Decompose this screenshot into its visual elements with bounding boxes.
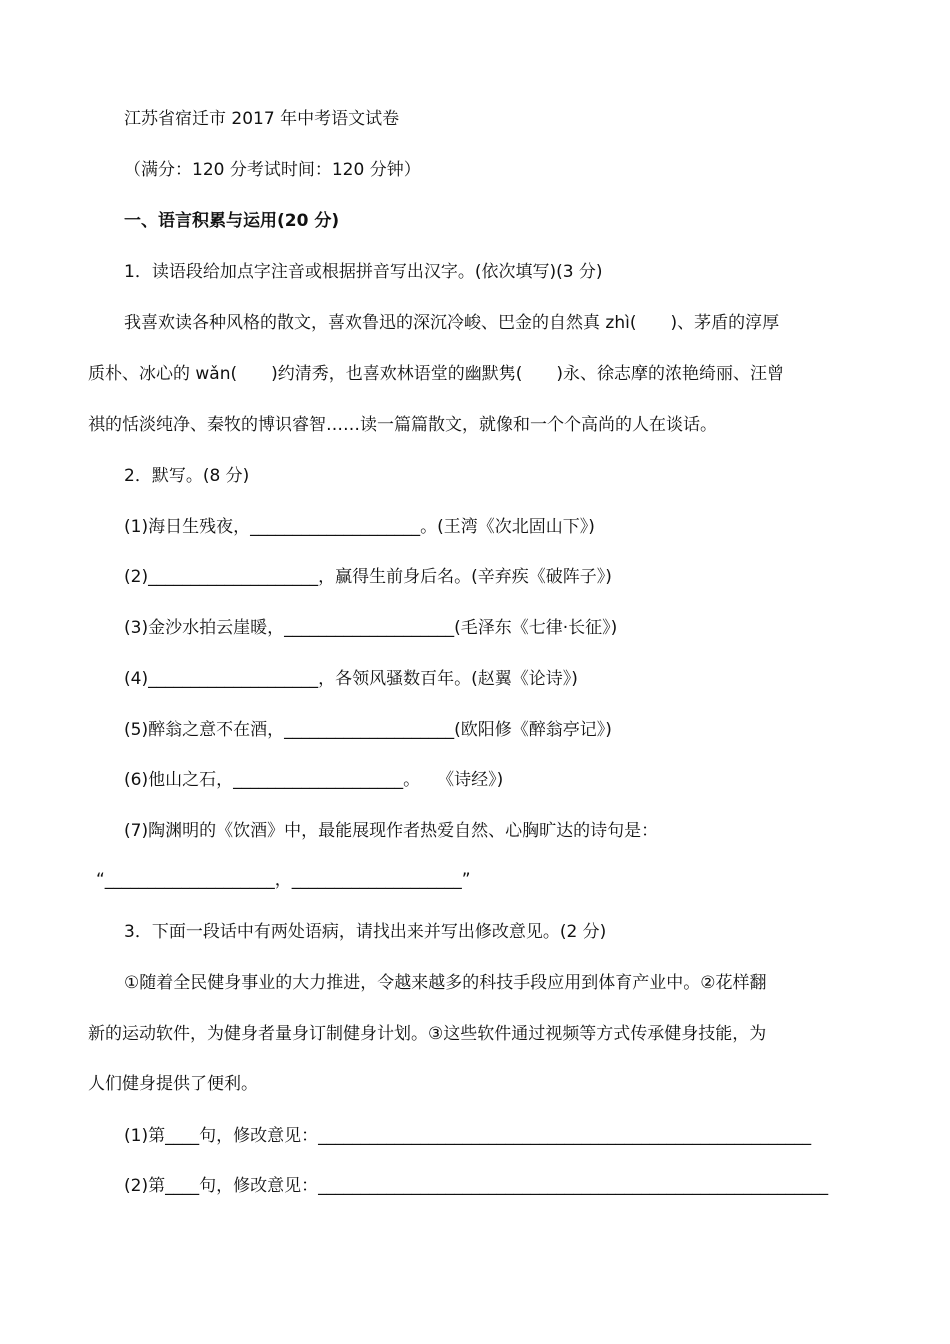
dictation-item: (2)____________________，赢得生前身后名。(辛弃疾《破阵子》) (124, 567, 612, 587)
dictation-item: (1)海日生残夜，____________________。(王湾《次北固山下》) (124, 517, 595, 537)
dictation-item: (4)____________________，各领风骚数百年。(赵翼《论诗》) (124, 669, 578, 689)
dictation-item: (7)陶渊明的《饮酒》中，最能展现作者热爱自然、心胸旷达的诗句是： (124, 821, 659, 841)
question-3-passage-line: 人们健身提供了便利。 (88, 1074, 258, 1094)
exam-subtitle: （满分：120 分考试时间：120 分钟） (124, 160, 421, 180)
question-3-answer-line: (2)第____句，修改意见：____________________________________________________________ (124, 1176, 829, 1196)
question-2-prompt: 2．默写。(8 分) (124, 466, 250, 486)
dictation-item: (6)他山之石，____________________。 《诗经》) (124, 770, 504, 790)
exam-title: 江苏省宿迁市 2017 年中考语文试卷 (124, 109, 400, 129)
question-3-passage-line: ①随着全民健身事业的大力推进，令越来越多的科技手段应用到体育产业中。②花样翻 (124, 973, 767, 993)
question-3-passage-line: 新的运动软件，为健身者量身订制健身计划。③这些软件通过视频等方式传承健身技能，为 (88, 1024, 767, 1044)
section-heading: 一、语言积累与运用(20 分) (124, 211, 340, 231)
dictation-item: (3)金沙水拍云崖暖，____________________(毛泽东《七律·长征》) (124, 618, 618, 638)
question-1-passage-line: 质朴、冰心的 wǎn( )约清秀，也喜欢林语堂的幽默隽( )永、徐志摩的浓艳绮丽、汪曾 (88, 364, 785, 384)
question-1-prompt: 1．读语段给加点字注音或根据拼音写出汉字。(依次填写)(3 分) (124, 262, 603, 282)
dictation-answer-line: “____________________，____________________” (96, 870, 471, 890)
dictation-item: (5)醉翁之意不在酒，____________________(欧阳修《醉翁亭记》) (124, 720, 612, 740)
question-1-passage-line: 祺的恬淡纯净、秦牧的博识睿智……读一篇篇散文，就像和一个个高尚的人在谈话。 (88, 415, 717, 435)
question-3-prompt: 3．下面一段话中有两处语病，请找出来并写出修改意见。(2 分) (124, 922, 607, 942)
question-3-answer-line: (1)第____句，修改意见：__________________________________________________________ (124, 1126, 812, 1146)
question-1-passage-line: 我喜欢读各种风格的散文，喜欢鲁迅的深沉冷峻、巴金的自然真 zhì( )、茅盾的淳厚 (124, 313, 780, 333)
